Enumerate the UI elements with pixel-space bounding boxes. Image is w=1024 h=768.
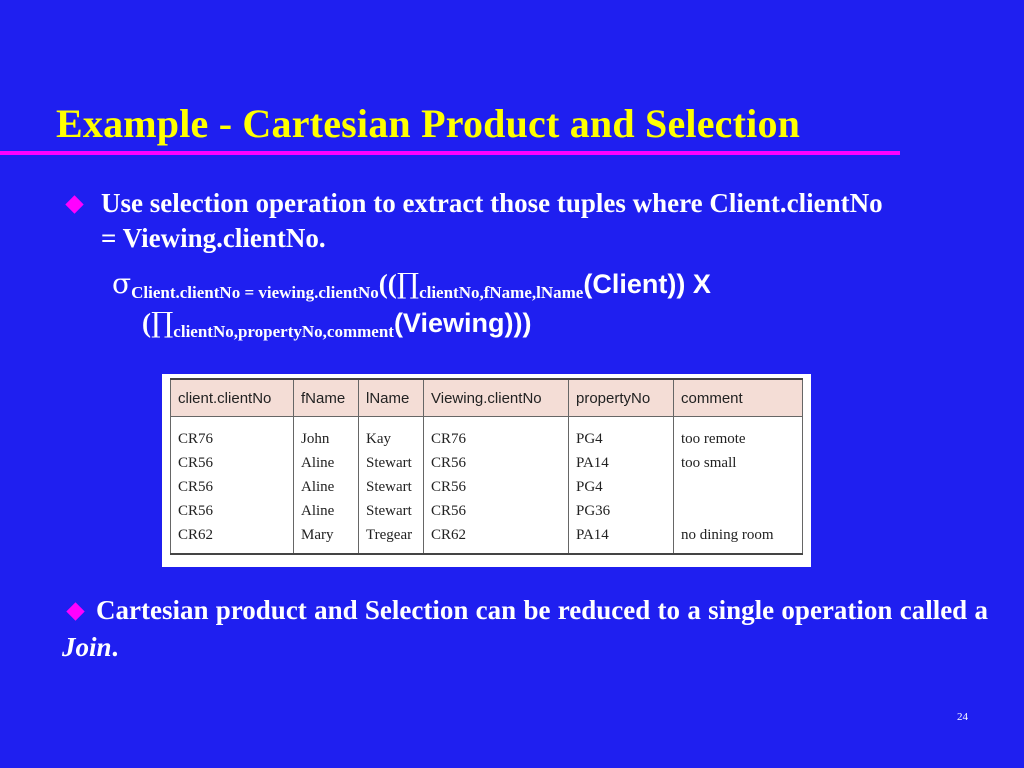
result-table-container xyxy=(162,374,811,567)
bullet-text-join xyxy=(62,592,988,666)
table-cell: PG4 xyxy=(569,475,674,499)
page-number: 24 xyxy=(957,711,968,723)
table-cell: too remote xyxy=(674,417,803,452)
table-cell xyxy=(674,475,803,499)
column-header: comment xyxy=(674,379,803,417)
table-cell: CR56 xyxy=(171,499,294,523)
pi-symbol: ∏ xyxy=(396,267,420,300)
table-cell: Stewart xyxy=(359,499,424,523)
table-row xyxy=(171,475,803,499)
sigma-symbol: σ xyxy=(112,267,132,300)
table-cell: CR56 xyxy=(424,499,569,523)
diamond-bullet-icon xyxy=(65,195,83,213)
sigma-subscript: Client.clientNo = viewing.clientNo xyxy=(131,283,379,302)
table-row xyxy=(171,499,803,523)
formula-client-part: (Client)) X xyxy=(583,269,711,299)
table-cell: Stewart xyxy=(359,451,424,475)
title-underline xyxy=(0,151,900,155)
slide-title: Example - Cartesian Product and Selection xyxy=(56,101,801,146)
result-table xyxy=(170,378,803,555)
table-cell: PG4 xyxy=(569,417,674,452)
column-header: Viewing.clientNo xyxy=(424,379,569,417)
table-cell: Stewart xyxy=(359,475,424,499)
table-cell: Mary xyxy=(294,523,359,554)
table-cell: CR62 xyxy=(171,523,294,554)
table-cell: Kay xyxy=(359,417,424,452)
table-cell: Tregear xyxy=(359,523,424,554)
table-cell: CR56 xyxy=(171,475,294,499)
table-row xyxy=(171,451,803,475)
pi-subscript-viewing: clientNo,propertyNo,comment xyxy=(173,322,394,341)
table-header-row xyxy=(171,379,803,417)
table-cell: PA14 xyxy=(569,523,674,554)
formula-open-parens: (( xyxy=(378,269,397,299)
table-cell: CR56 xyxy=(424,451,569,475)
join-sentence: Cartesian product and Selection can be reduced to a single operation called a xyxy=(96,595,988,625)
column-header: client.clientNo xyxy=(171,379,294,417)
table-cell xyxy=(674,499,803,523)
relational-algebra-formula xyxy=(112,268,711,348)
table-cell: Aline xyxy=(294,499,359,523)
table-cell: John xyxy=(294,417,359,452)
table-cell: no dining room xyxy=(674,523,803,554)
join-term: Join xyxy=(62,632,112,662)
table-row xyxy=(171,523,803,554)
column-header: propertyNo xyxy=(569,379,674,417)
table-cell: Aline xyxy=(294,475,359,499)
formula-viewing-part: (Viewing))) xyxy=(393,308,532,338)
table-cell: PA14 xyxy=(569,451,674,475)
table-cell: too small xyxy=(674,451,803,475)
table-cell: CR56 xyxy=(171,451,294,475)
join-period: . xyxy=(111,632,119,662)
table-row xyxy=(171,417,803,452)
formula-line-2 xyxy=(112,307,711,348)
table-cell: CR56 xyxy=(424,475,569,499)
table-cell: CR76 xyxy=(171,417,294,452)
formula-open-paren: ( xyxy=(142,308,151,338)
pi-symbol-2: ∏ xyxy=(151,306,174,339)
table-cell: CR62 xyxy=(424,523,569,554)
table-cell: PG36 xyxy=(569,499,674,523)
column-header: fName xyxy=(294,379,359,417)
column-header: lName xyxy=(359,379,424,417)
table-cell: Aline xyxy=(294,451,359,475)
table-cell: CR76 xyxy=(424,417,569,452)
bullet-text-selection: Use selection operation to extract those tuples where Client.clientNo = Viewing.clientNo. xyxy=(101,188,883,253)
pi-subscript-client: clientNo,fName,lName xyxy=(419,283,584,302)
